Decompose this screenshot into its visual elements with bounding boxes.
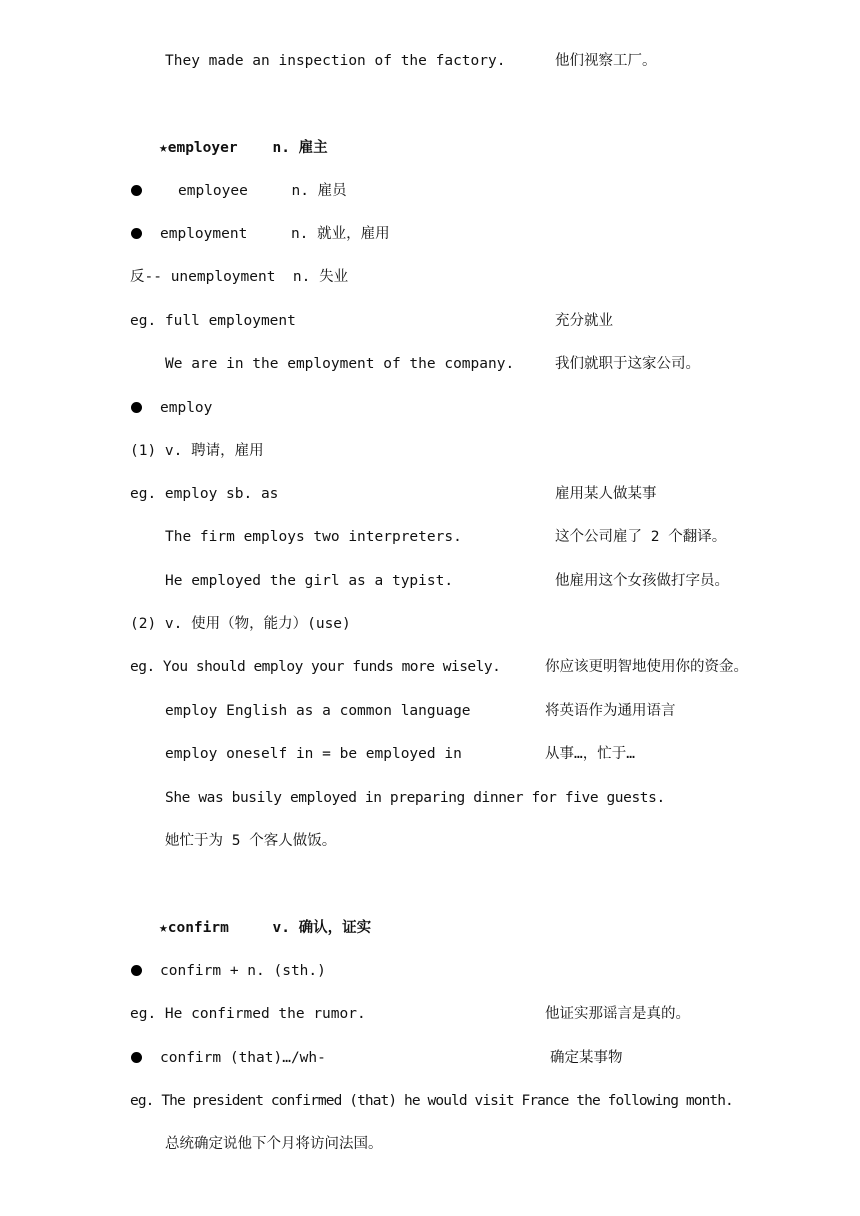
example-translation: 确定某事物 [550,1050,623,1066]
usage-pattern: confirm (that)…/wh- [160,1050,326,1066]
example-translation: 她忙于为 5 个客人做饭。 [165,833,337,849]
example-sentence: eg. The president confirmed (that) he would visit France the following month. [130,1093,733,1109]
example-translation: 这个公司雇了 2 个翻译。 [555,529,727,545]
example-sentence: eg. He confirmed the rumor. [130,1006,366,1022]
example-sentence: She was busily employed in preparing dinner for five guests. [165,790,665,806]
derivative-employ: employ [160,400,213,416]
example-sentence: He employed the girl as a typist. [165,573,454,589]
example-translation: 将英语作为通用语言 [545,703,676,719]
example-translation: 他们视察工厂。 [555,53,657,69]
example-phrase: employ oneself in = be employed in [165,746,462,762]
word-heading-confirm: ★confirm v. 确认，证实 [159,920,372,936]
example-translation: 总统确定说他下个月将访问法国。 [165,1136,383,1152]
sense-2-heading: (2) v. 使用（物，能力）(use) [130,616,351,632]
example-translation: 他雇用这个女孩做打字员。 [555,573,729,589]
derivative-employee: employee n. 雇员 [178,183,347,199]
antonym-line: 反-- unemployment n. 失业 [130,269,349,285]
example-translation: 从事…，忙于… [545,746,635,762]
bullet-icon [131,185,142,196]
derivative-employment: employment n. 就业，雇用 [160,226,390,242]
example-sentence: The firm employs two interpreters. [165,529,462,545]
word-heading-employer: ★employer n. 雇主 [159,140,328,156]
sense-1-heading: (1) v. 聘请，雇用 [130,443,264,459]
example-translation: 他证实那谣言是真的。 [545,1006,690,1022]
example-translation: 雇用某人做某事 [555,486,657,502]
example-sentence: They made an inspection of the factory. [165,53,506,69]
example-sentence: We are in the employment of the company. [165,356,515,372]
bullet-icon [131,402,142,413]
bullet-icon [131,1052,142,1063]
example-translation: 你应该更明智地使用你的资金。 [545,659,748,675]
example-sentence: eg. You should employ your funds more wisely. [130,659,501,675]
example-translation: 我们就职于这家公司。 [555,356,700,372]
bullet-icon [131,228,142,239]
example-translation: 充分就业 [555,313,613,329]
example-phrase: employ English as a common language [165,703,471,719]
bullet-icon [131,965,142,976]
example-phrase: eg. employ sb. as [130,486,279,502]
example-phrase: eg. full employment [130,313,296,329]
usage-pattern: confirm + n. (sth.) [160,963,326,979]
